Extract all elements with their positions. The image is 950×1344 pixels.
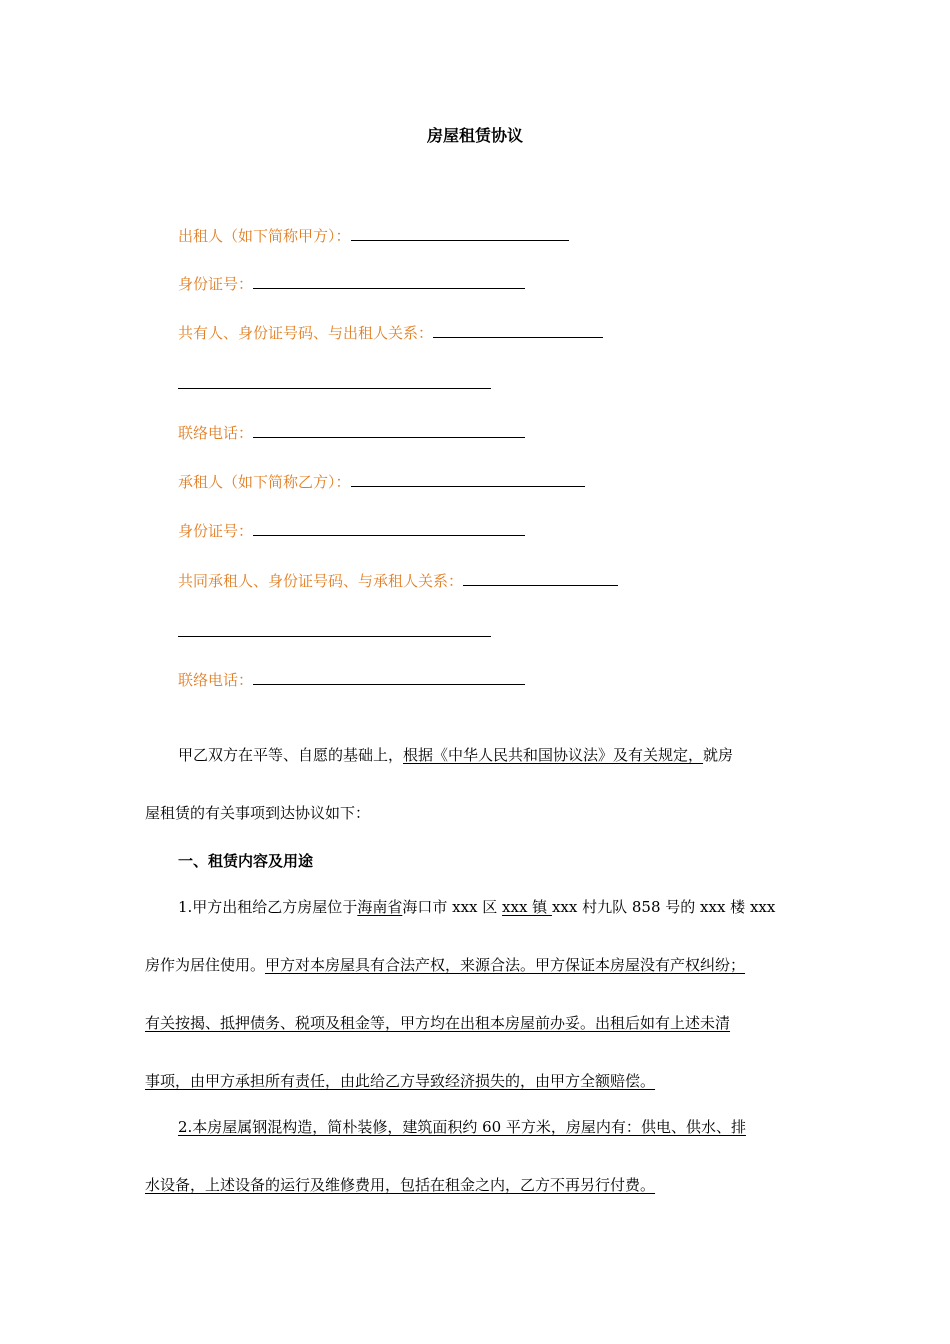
co-owner-blank (433, 323, 603, 338)
intro-part1: 甲乙双方在平等、自愿的基础上， (178, 746, 404, 764)
lessor-id-field (178, 274, 525, 294)
lessor-phone-field (178, 423, 525, 443)
co-lessee-blank (463, 571, 618, 586)
lessor-phone-blank (253, 423, 525, 438)
intro-line2: 屋租赁的有关事项到达协议如下： (145, 804, 371, 822)
lessee-id-label: 身份证号： (178, 522, 254, 540)
lessor-field (178, 226, 569, 246)
item1-line2 (145, 955, 815, 975)
item1-text-a: 1.甲方出租给乙方房屋位于 (178, 898, 358, 916)
item1-line2-a: 房作为居住使用。 (145, 956, 266, 974)
intro-line1 (178, 745, 733, 765)
lessee-blank (351, 472, 585, 487)
lessee-phone-field (178, 670, 525, 690)
item1-line1 (178, 897, 775, 917)
lessee-field (178, 472, 585, 492)
lessor-blank (351, 226, 569, 241)
item1-line2-b: 甲方对本房屋具有合法产权，来源合法。甲方保证本房屋没有产权纠纷； (265, 956, 746, 974)
intro-part3: 就房 (703, 746, 734, 764)
item1-text-e: xxx 村九队 858 号的 xxx 楼 xxx (551, 898, 776, 916)
co-lessee-field (178, 571, 618, 591)
co-lessee-blank-line2 (178, 635, 491, 637)
lessor-id-blank (253, 274, 525, 289)
co-owner-blank-line2 (178, 387, 491, 389)
item2-line2: 水设备，上述设备的运行及维修费用，包括在租金之内，乙方不再另行付费。 (145, 1176, 656, 1194)
lessee-id-blank (253, 521, 525, 536)
item1-line3: 有关按揭、抵押债务、税项及租金等，甲方均在出租本房屋前办妥。出租后如有上述未清 (145, 1014, 731, 1032)
item2-line1: 2.本房屋属钢混构造，简朴装修，建筑面积约 60 平方米，房屋内有：供电、供水、排 (178, 1118, 746, 1136)
item1-line4: 事项，由甲方承担所有责任，由此给乙方导致经济损失的，由甲方全额赔偿。 (145, 1072, 656, 1090)
lessor-id-label: 身份证号： (178, 275, 254, 293)
lessee-phone-label: 联络电话： (178, 671, 254, 689)
lessee-phone-blank (253, 670, 525, 685)
co-lessee-label: 共同承租人、身份证号码、与承租人关系： (178, 572, 464, 590)
intro-law-reference: 根据《中华人民共和国协议法》及有关规定， (403, 746, 704, 764)
item1-province: 海南省 (357, 898, 403, 916)
lessee-id-field (178, 521, 525, 541)
section1-heading: 一、租赁内容及用途 (178, 852, 314, 870)
lessor-label: 出租人（如下简称甲方）： (178, 227, 351, 245)
co-owner-field (178, 323, 603, 343)
item1-text-c: 海口市 xxx 区 (402, 898, 503, 916)
lessor-phone-label: 联络电话： (178, 424, 254, 442)
item1-town: xxx 镇 (502, 898, 552, 916)
document-title: 房屋租赁协议 (426, 126, 523, 145)
co-owner-label: 共有人、身份证号码、与出租人关系： (178, 324, 434, 342)
lessee-label: 承租人（如下简称乙方）： (178, 473, 351, 491)
